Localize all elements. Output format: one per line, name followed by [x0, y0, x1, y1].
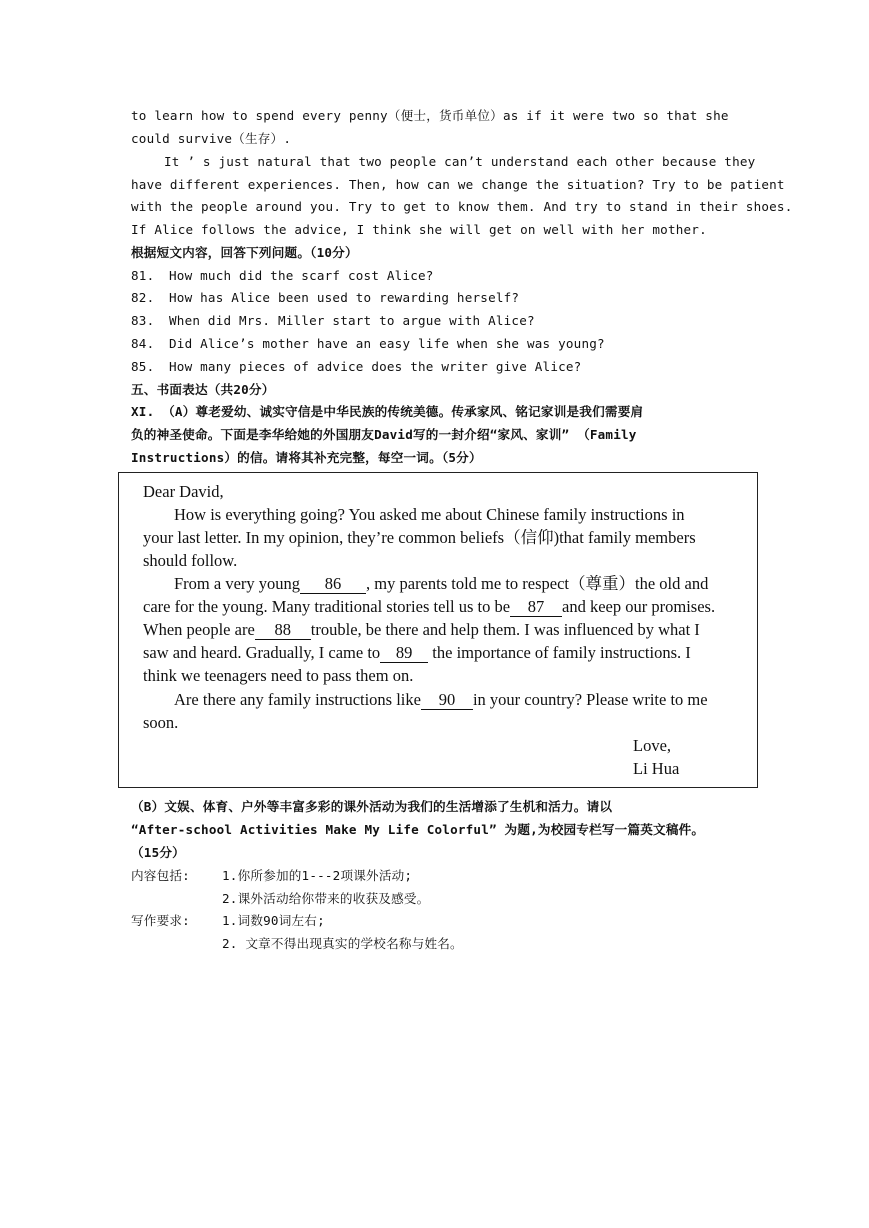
part-a-instruction: XI. （A）尊老爱幼、诚实守信是中华民族的传统美德。传承家风、铭记家训是我们需要肩 [131, 404, 644, 419]
part-b-instruction: （B）文娱、体育、户外等丰富多彩的课外活动为我们的生活增添了生机和活力。请以 [131, 799, 613, 814]
answer-blank-90[interactable]: 90 [421, 691, 473, 710]
letter-text: From a very young [174, 574, 301, 593]
requirements-label: 写作要求: [131, 913, 190, 928]
question-number: 83. [131, 313, 155, 328]
letter-line: soon. [143, 713, 179, 732]
question-text: How has Alice been used to rewarding herself? [169, 290, 520, 305]
question-item [131, 288, 519, 308]
letter-signature: Li Hua [633, 759, 680, 778]
question-number: 81. [131, 268, 155, 283]
question-item [131, 357, 581, 377]
answer-blank-87[interactable]: 87 [510, 598, 562, 617]
letter-line [174, 689, 708, 711]
letter-text: and keep our promises. [562, 597, 716, 616]
part-a-instruction: Instructions）的信。请将其补充完整，每空一词。（5分） [131, 450, 482, 465]
letter-text: the importance of family instructions. I [428, 643, 691, 662]
question-number: 84. [131, 336, 155, 351]
question-number: 82. [131, 290, 155, 305]
letter-line [143, 642, 691, 664]
question-number: 85. [131, 359, 155, 374]
content-label: 内容包括: [131, 868, 190, 883]
question-item [131, 311, 535, 331]
passage-line: If Alice follows the advice, I think she will get on well with her mother. [131, 222, 707, 237]
question-item [131, 334, 605, 354]
question-text: When did Mrs. Miller start to argue with Alice? [169, 313, 535, 328]
passage-line: could survive（生存）. [131, 131, 292, 146]
letter-line: should follow. [143, 551, 238, 570]
letter-line [143, 619, 700, 641]
letter-greeting: Dear David, [143, 482, 224, 501]
passage-line: to learn how to spend every penny（便士，货币单位）as if it were two so that she [131, 108, 729, 123]
questions-instruction: 根据短文内容，回答下列问题。（10分） [131, 245, 358, 260]
letter-text: in your country? Please write to me [472, 690, 708, 709]
letter-line [143, 596, 715, 618]
answer-blank-89[interactable]: 89 [380, 644, 428, 663]
content-item: 1.你所参加的1---2项课外活动; [222, 868, 413, 883]
letter-text: saw and heard. Gradually, I came to [143, 643, 381, 662]
answer-blank-86[interactable]: 86 [300, 575, 366, 594]
requirement-item: 1.词数90词左右; [222, 913, 325, 928]
passage-line: have different experiences. Then, how can we change the situation? Try to be patient [131, 177, 785, 192]
letter-closing: Love, [633, 736, 672, 755]
letter-line: think we teenagers need to pass them on. [143, 666, 414, 685]
letter-text: When people are [143, 620, 255, 639]
part-b-instruction: （15分） [131, 845, 185, 860]
letter-line [174, 573, 708, 595]
part-b-instruction: “After-school Activities Make My Life Colorful” 为题,为校园专栏写一篇英文稿件。 [131, 822, 705, 837]
question-text: How much did the scarf cost Alice? [169, 268, 434, 283]
part-a-instruction: 负的神圣使命。下面是李华给她的外国朋友David写的一封介绍“家风、家训” （Family [131, 427, 637, 442]
requirement-item: 2. 文章不得出现真实的学校名称与姓名。 [222, 936, 463, 951]
passage-line: with the people around you. Try to get to know them. And try to stand in their shoes. [131, 199, 793, 214]
letter-text: care for the young. Many traditional stories tell us to be [143, 597, 511, 616]
section-heading: 五、书面表达（共20分） [131, 382, 275, 397]
letter-line: How is everything going? You asked me about Chinese family instructions in [174, 505, 685, 524]
letter-line: your last letter. In my opinion, they’re common beliefs（信仰)that family members [143, 528, 696, 547]
question-text: Did Alice’s mother have an easy life when she was young? [169, 336, 605, 351]
question-text: How many pieces of advice does the writer give Alice? [169, 359, 582, 374]
letter-text: , my parents told me to respect（尊重）the old and [366, 574, 709, 593]
question-item [131, 266, 434, 286]
letter-text: Are there any family instructions like [174, 690, 421, 709]
content-item: 2.课外活动给你带来的收获及感受。 [222, 891, 430, 906]
answer-blank-88[interactable]: 88 [255, 621, 311, 640]
letter-text: trouble, be there and help them. I was influenced by what I [310, 620, 700, 639]
passage-line: It ’ s just natural that two people can’t understand each other because they [164, 154, 756, 169]
